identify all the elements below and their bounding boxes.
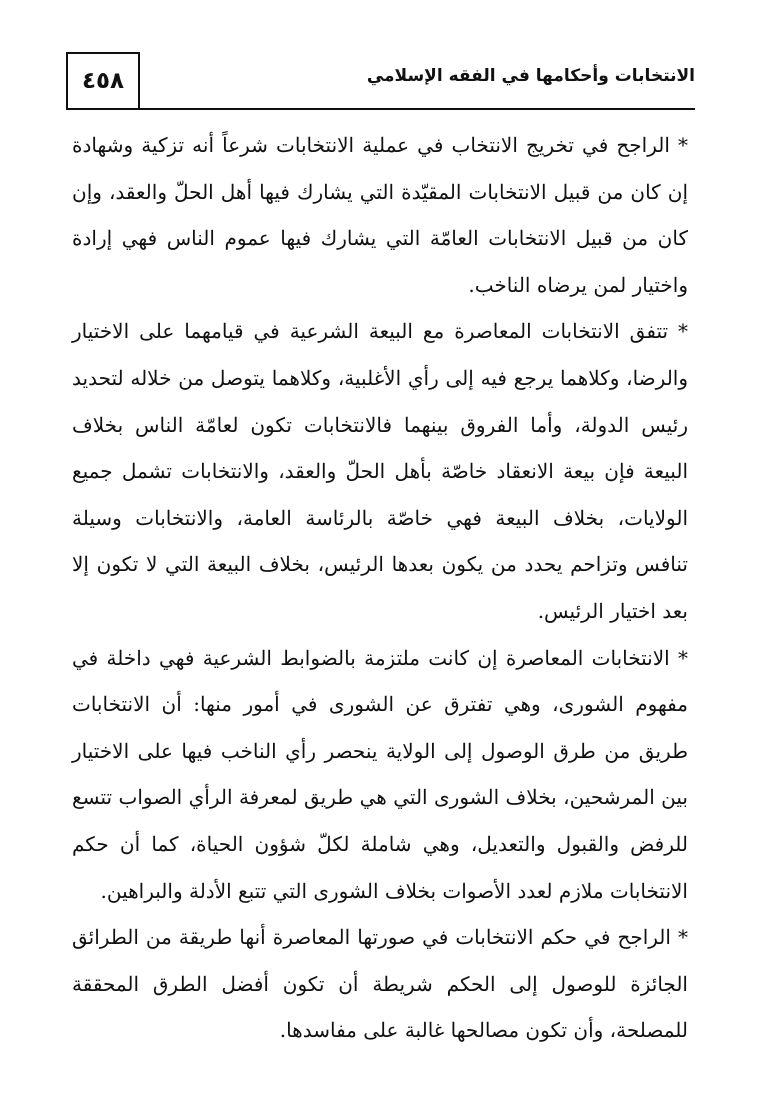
page-number: ٤٥٨ — [66, 52, 140, 108]
paragraph-4: * الراجح في حكم الانتخابات في صورتها المعاصرة أنها طريقة من الطرائق الجائزة للوصول إلى الحكم شريطة أن تكون أفضل الطرق المحققة للمصلحة، وأن تكون مصالحها غالبة على مفاسدها. — [72, 925, 688, 1043]
running-title: الانتخابات وأحكامها في الفقه الإسلامي — [366, 66, 695, 86]
page-body — [72, 122, 688, 1054]
paragraph-1: * الراجح في تخريج الانتخاب في عملية الانتخابات شرعاً أنه تزكية وشهادة إن كان من قبيل الانتخابات المقيّدة التي يشارك فيها أهل الحلّ والعقد، وإن كان من قبيل الانتخابات العامّة التي يشارك فيها عموم الناس فهي إرادة واختيار لمن يرضاه الناخب. — [72, 133, 688, 297]
paragraph-2: * تتفق الانتخابات المعاصرة مع البيعة الشرعية في قيامهما على الاختيار والرضا، وكلاهما يرجع فيه إلى رأي الأغلبية، وكلاهما يتوصل من خلاله لتحديد رئيس الدولة، وأما الفروق بينهما فالانتخابات تكون لعامّة الناس بخلاف البيعة فإن بيعة الانعقاد خاصّة بأهل الحلّ والعقد، والانتخابات تشمل جميع الولايات، بخلاف البيعة فهي خاصّة بالرئاسة العامة، والانتخابات وسيلة تنافس وتزاحم يحدد من يكون بعدها الرئيس، بخلاف البيعة التي لا تكون إلا بعد اختيار الرئيس. — [72, 319, 688, 623]
header-divider — [66, 108, 695, 110]
page-header — [66, 52, 695, 114]
paragraph-3: * الانتخابات المعاصرة إن كانت ملتزمة بالضوابط الشرعية فهي داخلة في مفهوم الشورى، وهي تفترق عن الشورى في أمور منها: أن الانتخابات طريق من طرق الوصول إلى الولاية ينحصر رأي الناخب فيها على الاختيار بين المرشحين، بخلاف الشورى التي هي طريق لمعرفة الرأي الصواب تتسع للرفض والقبول والتعديل، وهي شاملة لكلّ شؤون الحياة، كما أن حكم الانتخابات ملازم لعدد الأصوات بخلاف الشورى التي تتبع الأدلة والبراهين. — [72, 645, 689, 903]
